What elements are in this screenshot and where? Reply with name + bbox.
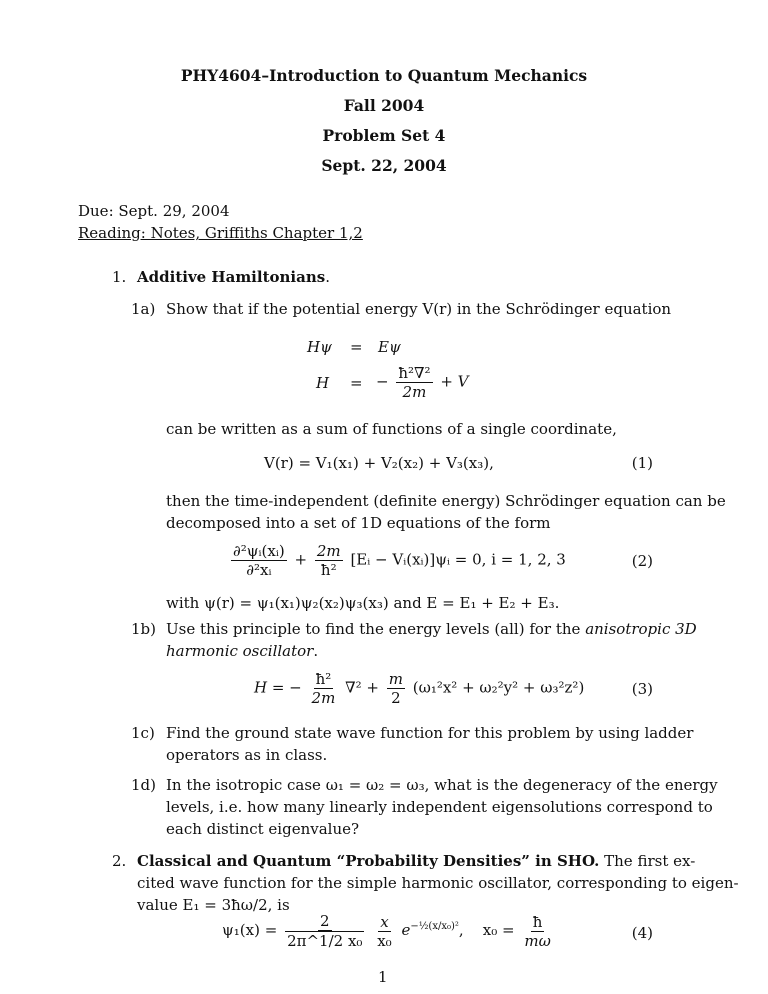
part-1a-text-3: then the time-independent (definite energy) Schrödinger equation can be	[166, 492, 726, 510]
problem-2-line-2: cited wave function for the simple harmonic oscillator, corresponding to eigen-	[137, 874, 739, 892]
problem-2-text: The first ex-	[604, 852, 696, 870]
kinetic-fraction	[310, 670, 338, 707]
punct: ,	[458, 921, 464, 939]
frac-num: 2	[319, 912, 330, 930]
frac-den: 2π^1/2 x₀	[287, 932, 363, 950]
part-1a-text: Show that if the potential energy V(r) in the Schrödinger equation	[166, 300, 672, 318]
mass-fraction	[387, 670, 405, 707]
part-1d-line-1: In the isotropic case ω₁ = ω₂ = ω₃, what is the degeneracy of the energy	[166, 776, 718, 794]
potential-term: (ω₁²x² + ω₂²y² + ω₃²z²)	[412, 678, 585, 697]
part-1c-line-2: operators as in class.	[166, 746, 328, 764]
frac-den: 2	[391, 689, 401, 707]
minus-sign: −	[376, 372, 389, 391]
part-1a-text-4: decomposed into a set of 1D equations of the form	[166, 514, 551, 532]
part-1b-emphasis-2: harmonic oscillator	[166, 642, 314, 660]
equation-3-lhs: H = −	[254, 678, 302, 697]
frac-den: mω	[524, 931, 551, 950]
eq-hpsi-equals: =	[350, 338, 363, 356]
normalization-fraction	[285, 912, 364, 950]
problem-set-title: Problem Set 4	[322, 126, 446, 145]
kinetic-fraction	[396, 364, 432, 401]
eq-hpsi-lhs: Hψ	[307, 338, 332, 356]
due-date: Due: Sept. 29, 2004	[78, 202, 230, 220]
issue-date: Sept. 22, 2004	[321, 156, 447, 175]
plus-sign: +	[294, 550, 308, 569]
frac-num: 2m	[316, 542, 341, 560]
potential-term: + V	[440, 372, 469, 391]
problem-1-title: Additive Hamiltonians	[137, 268, 326, 286]
equation-1-number: (1)	[631, 454, 653, 472]
problem-2-number: 2.	[112, 852, 127, 870]
problem-1-number: 1.	[112, 268, 127, 286]
punct: .	[313, 642, 319, 660]
eq-ham-rhs	[376, 364, 468, 401]
problem-2-title: Classical and Quantum “Probability Densities” in SHO.	[137, 852, 600, 870]
equation-2	[228, 542, 566, 579]
frac-den: ∂²xᵢ	[246, 561, 272, 579]
part-1b-text: Use this principle to find the energy levels (all) for the	[166, 620, 581, 638]
x0-definition: x₀ =	[482, 921, 515, 939]
frac-den: 2m	[311, 689, 336, 707]
second-derivative-fraction	[231, 542, 287, 579]
equation-4-number: (4)	[631, 924, 653, 942]
frac-den: 2m	[402, 383, 427, 401]
equation-4-lhs: ψ₁(x) =	[222, 921, 278, 939]
frac-num: ħ	[532, 912, 543, 931]
part-1a-text-5: with ψ(r) = ψ₁(x₁)ψ₂(x₂)ψ₃(x₃) and E = E₁ + E₂ + E₃.	[166, 594, 560, 612]
part-1d-line-3: each distinct eigenvalue?	[166, 820, 360, 838]
frac-num: m	[388, 670, 403, 688]
problem-2-line-1	[137, 850, 695, 872]
equation-2-number: (2)	[631, 552, 653, 570]
equation-3-number: (3)	[631, 680, 653, 698]
exponent: −½(x/x₀)²	[410, 921, 459, 932]
frac-num: ∂²ψᵢ(xᵢ)	[233, 542, 285, 560]
eq-ham-lhs: H	[316, 374, 330, 392]
eq-ham-equals: =	[350, 374, 363, 392]
part-1b-emphasis: anisotropic 3D	[585, 620, 697, 638]
frac-num: ħ²∇²	[398, 364, 431, 382]
ratio-fraction	[375, 913, 393, 950]
equation-2-tail: [Eᵢ − Vᵢ(xᵢ)]ψᵢ = 0, i = 1, 2, 3	[350, 550, 566, 569]
laplacian-term: ∇² +	[345, 678, 379, 697]
punct: .	[325, 268, 330, 286]
part-1b-label: 1b)	[131, 620, 156, 638]
exponential-base: e	[401, 921, 411, 939]
reading-assignment: Reading: Notes, Griffiths Chapter 1,2	[78, 224, 363, 242]
part-1a-label: 1a)	[131, 300, 156, 318]
part-1b-line-2	[166, 640, 318, 662]
equation-1: V(r) = V₁(x₁) + V₂(x₂) + V₃(x₃),	[264, 454, 494, 472]
term: Fall 2004	[343, 96, 425, 115]
part-1c-line-1: Find the ground state wave function for this problem by using ladder	[166, 724, 694, 742]
frac-den: ħ²	[320, 561, 337, 579]
part-1c-label: 1c)	[131, 724, 155, 742]
problem-2-line-3: value E₁ = 3ħω/2, is	[137, 896, 290, 914]
equation-3	[254, 670, 584, 707]
equation-4	[222, 912, 556, 950]
frac-num: ħ²	[315, 670, 332, 688]
x0-fraction	[522, 913, 552, 950]
course-title: PHY4604–Introduction to Quantum Mechanics	[180, 66, 588, 85]
problem-1-heading	[137, 266, 330, 288]
eq-hpsi-rhs: Eψ	[378, 338, 401, 356]
part-1a-text-2: can be written as a sum of functions of a single coordinate,	[166, 420, 617, 438]
frac-den: x₀	[377, 931, 392, 950]
coefficient-fraction	[315, 542, 343, 579]
part-1b-line-1	[166, 618, 697, 640]
part-1d-label: 1d)	[131, 776, 156, 794]
page-number: 1	[378, 968, 388, 986]
frac-num: x	[380, 912, 389, 931]
part-1d-line-2: levels, i.e. how many linearly independent eigensolutions correspond to	[166, 798, 713, 816]
